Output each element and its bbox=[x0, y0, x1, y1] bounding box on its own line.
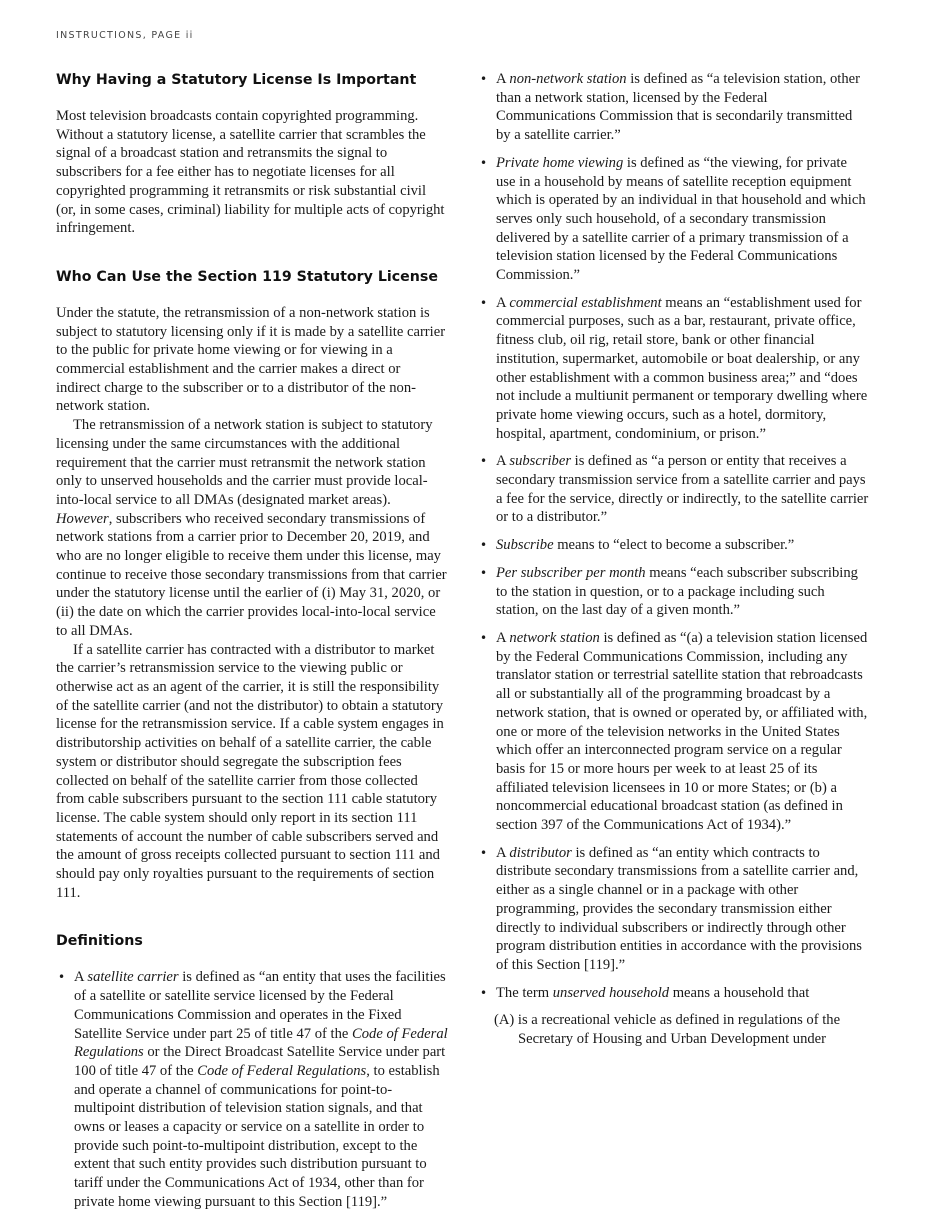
unserved-household-subitem-a: (A) is a recreational vehicle as defined in regulations of the Secretary of Housing and Urban Development under bbox=[494, 1012, 841, 1048]
paragraph-who-1: Under the statute, the retransmission of a non-network station is subject to statutory licensing only if it is made by a satellite carrier to the public for private home viewing or for viewing in a commercial establishment and the carrier makes a direct or indirect charge to the subscriber or to a distributor of the non-network station. bbox=[56, 304, 446, 415]
paragraph-why: Most television broadcasts contain copyrighted programming. Without a statutory license, a satellite carrier that scrambles the signal of a broadcast station and retransmits the signal to subscribers for a fee either has to negotiate licenses for all copyrighted programming it retransmits or risk substantial civil (or, in some cases, criminal) liability for multiple acts of copyright infringement. bbox=[56, 108, 445, 237]
definition-private-home-viewing: • Private home viewing is defined as “the viewing, for private use in a household by means of satellite reception equipment which is operated by an individual in that household and which serves only such household, of a secondary transmission delivered by a satellite carrier of a primary transmission of a television station licensed by the Federal Communications Commission.” bbox=[478, 154, 870, 285]
definition-unserved-household: • The term unserved household means a household that bbox=[478, 984, 870, 1003]
right-column bbox=[478, 70, 870, 1049]
definition-commercial-establishment: • A commercial establishment means an “establishment used for commercial purposes, such as a bar, restaurant, private office, fitness club, oil rig, retail store, bank or other financial institution, supermarket, automobile or boat dealership, or any other establishment with a common business area;” and “does not include a multiunit permanent or temporary dwelling where private home viewing occurs, such as a hotel, dormitory, hospital, apartment, condominium, or prison.” bbox=[478, 294, 870, 444]
page-header: INSTRUCTIONS, PAGE ii bbox=[56, 30, 194, 41]
section-heading-why: Why Having a Statutory License Is Important bbox=[56, 72, 417, 88]
definition-network-station: • A network station is defined as “(a) a television station licensed by the Federal Communications Commission, including any translator station or terrestrial satellite station that rebroadcasts all or substantially all of the programming broadcast by a network station, that is owned or operated by, or affiliated with, one or more of the television networks in the United States which offer an interconnected program service on a regular basis for 15 or more hours per week to at least 25 of its affiliated television licensees in 10 or more States; or (b) a noncommercial educational broadcast station (as defined in section 397 of the Communications Act of 1934).” bbox=[478, 629, 870, 835]
definition-distributor: • A distributor is defined as “an entity which contracts to distribute secondary transmissions from a satellite carrier and, either as a single channel or in a package with other programming, provides the secondary transmission either directly to individual subscribers or indirectly through other program distribution entities in accordance with the provisions of this Section [119].” bbox=[478, 844, 870, 975]
paragraph-who-3: If a satellite carrier has contracted with a distributor to market the carrier’s retransmission service to the viewing public or otherwise act as an agent of the carrier, it is still the responsibility of the satellite carrier (and not the distributor) to obtain a statutory license for the retransmission service. If a cable system engages in distributorship activities on behalf of a satellite carrier, the cable system or distributor should segregate the subscription fees collected on behalf of the satellite carrier from those collected from cable subscribers pursuant to the section 111 cable statutory license. The cable system should only report in its section 111 statements of account the number of cable subscribers served and the amount of gross receipts collected pursuant to section 111 and should pay only royalties pursuant to the requirements of section 111. bbox=[56, 641, 444, 901]
definitions-list-left bbox=[56, 968, 448, 1211]
section-heading-definitions: Definitions bbox=[56, 933, 143, 950]
definition-non-network-station: • A non-network station is defined as “a television station, other than a network station, licensed by the Federal Communications Commission that is secondarily transmitted by a satellite carrier.” bbox=[478, 70, 870, 145]
section-heading-who: Who Can Use the Section 119 Statutory License bbox=[56, 268, 438, 285]
definition-subscribe: • Subscribe means to “elect to become a subscriber.” bbox=[478, 536, 870, 555]
left-column bbox=[56, 70, 448, 1221]
definition-satellite-carrier: • A satellite carrier is defined as “an entity that uses the facilities of a satellite or satellite service licensed by the Federal Communications Commission and operates in the Fixed Satellite Service under part 25 of title 47 of the Code of Federal Regulations or the Direct Broadcast Satellite Service under part 100 of title 47 of the Code of Federal Regulations, to establish and operate a channel of communications for point-to-multipoint distribution of television station signals, and that owns or leases a capacity or service on a satellite in order to provide such point-to-multipoint distribution, except to the extent that such entity provides such distribution pursuant to tariff under the Communications Act of 1934, other than for private home viewing pursuant to this Section [119].” bbox=[56, 968, 448, 1211]
paragraph-who-2: The retransmission of a network station is subject to statutory licensing under the same circumstances with the additional requirement that the carrier must retransmit the network station only to unserved households and the carrier must provide local-into-local service to all DMAs (designated market areas). However, subscribers who received secondary transmissions of network stations from a carrier prior to December 20, 2019, and who are no longer eligible to receive them under this license, may continue to receive those secondary transmissions from that carrier under the statutory license until the earlier of (i) May 31, 2020, or (ii) the date on which the carrier provides local-into-local service to all DMAs. bbox=[56, 417, 447, 639]
definition-per-subscriber-per-month: • Per subscriber per month means “each subscriber subscribing to the station in question, or to a package including such station, on the last day of a given month.” bbox=[478, 564, 870, 620]
definitions-list-right bbox=[478, 70, 870, 1002]
definition-subscriber: • A subscriber is defined as “a person or entity that receives a secondary transmission service from a satellite carrier and pays a fee for the service, directly or indirectly, to the satellite carrier or to a distributor.” bbox=[478, 452, 870, 527]
